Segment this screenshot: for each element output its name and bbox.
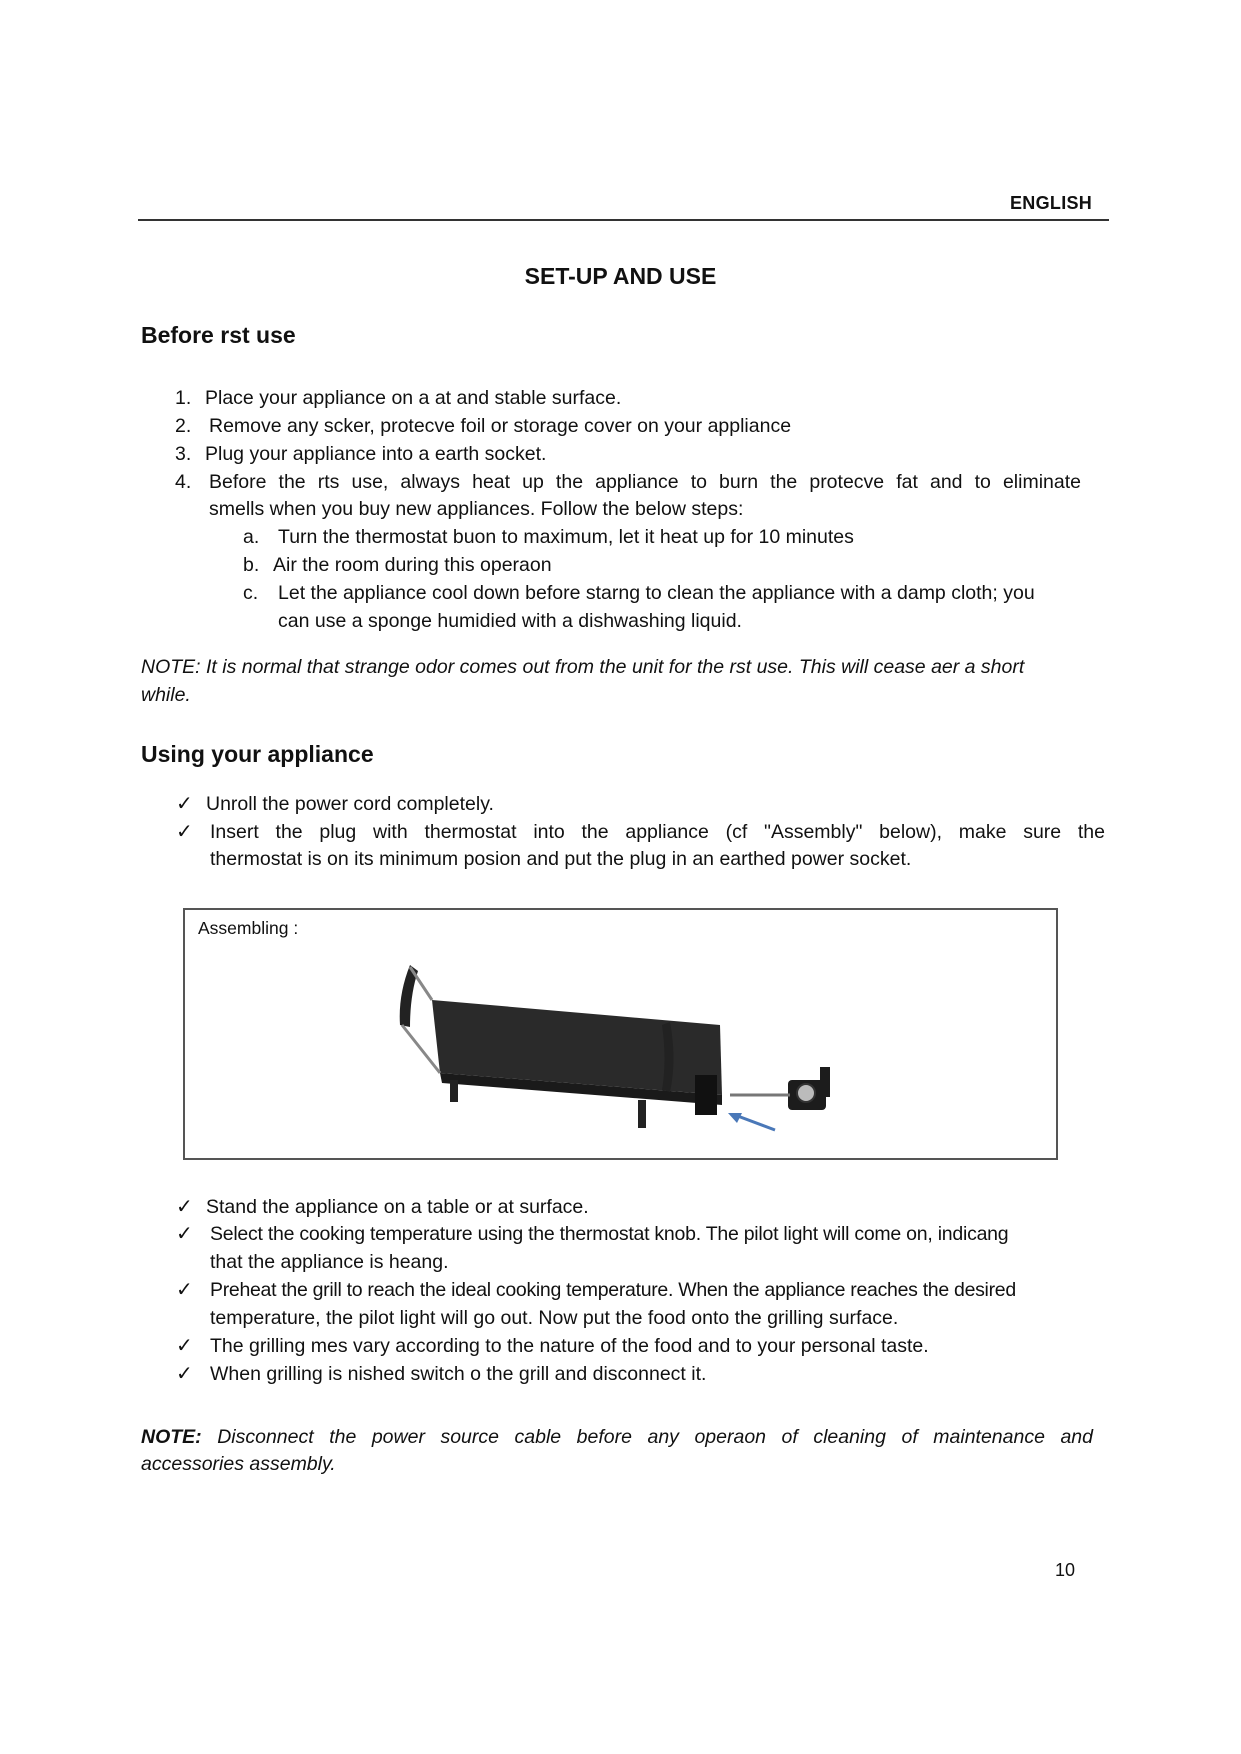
leg-icon [638, 1100, 646, 1128]
list-number: 1. [175, 387, 192, 409]
check-item-text: Insert the plug with thermostat into the appliance (cf "Assembly" below), make sure the [210, 821, 1105, 843]
check-icon: ✓ [176, 1223, 193, 1245]
header-rule [138, 219, 1109, 221]
check-icon: ✓ [176, 821, 193, 843]
list-item-4-continuation: smells when you buy new appliances. Follow the below steps: [209, 498, 744, 520]
check-item-text: Select the cooking temperature using the thermostat knob. The pilot light will come on, indicang [210, 1223, 1009, 1245]
check-item-text: Preheat the grill to reach the ideal cooking temperature. When the appliance reaches the desired [210, 1279, 1016, 1301]
list-item-4-text: Before the rts use, always heat up the appliance to burn the protecve fat and to eliminate [209, 471, 1081, 493]
note-text: Disconnect the power source cable before any operaon of cleaning of maintenance and [217, 1426, 1093, 1448]
list-text: Place your appliance on a at and stable surface. [205, 387, 622, 409]
grill-assembly-illustration [370, 955, 880, 1155]
section-heading-using: Using your appliance [141, 741, 374, 767]
sub-text: Turn the thermostat buon to maximum, let it heat up for 10 minutes [278, 526, 854, 548]
check-icon: ✓ [176, 793, 193, 815]
section-heading-before-first-use: Before rst use [141, 322, 296, 348]
list-text: Remove any scker, protecve foil or storage cover on your appliance [209, 415, 792, 437]
page-title: SET-UP AND USE [524, 263, 717, 289]
list-item-1 [175, 386, 621, 410]
thermostat-socket [695, 1075, 717, 1115]
note-maintenance [141, 1423, 1093, 1451]
page-number: 10 [1055, 1560, 1076, 1580]
language-label: ENGLISH [1010, 193, 1093, 213]
check-item-text: Unroll the power cord completely. [206, 793, 494, 815]
sub-letter: a. [243, 526, 260, 548]
thermostat-cord-stub [820, 1067, 830, 1097]
list-item-2 [175, 414, 791, 438]
check-item-continuation: temperature, the pilot light will go out. Now put the food onto the grilling surface. [210, 1307, 899, 1329]
check-icon: ✓ [176, 1335, 193, 1357]
note-first-use-continuation: while. [141, 684, 191, 706]
check-item-text: Stand the appliance on a table or at surface. [206, 1196, 589, 1218]
thermostat-knob [797, 1084, 815, 1102]
list-item-3 [175, 442, 546, 466]
sub-item-c-continuation: can use a sponge humidied with a dishwashing liquid. [278, 610, 742, 632]
sub-letter: b. [243, 554, 260, 576]
check-item-text: When grilling is nished switch o the grill and disconnect it. [210, 1363, 707, 1385]
list-number: 2. [175, 415, 192, 437]
list-item-4-number: 4. [175, 471, 192, 493]
note-label: NOTE: [141, 1426, 202, 1448]
insert-arrow [735, 1115, 775, 1130]
list-number: 3. [175, 443, 192, 465]
sub-item-c [243, 581, 1035, 605]
check-item-text: The grilling mes vary according to the nature of the food and to your personal taste. [210, 1335, 929, 1357]
sub-item-b [243, 553, 552, 577]
sub-item-a [243, 525, 854, 549]
check-item-continuation: thermostat is on its minimum posion and put the plug in an earthed power socket. [210, 848, 912, 870]
leg-icon [450, 1080, 458, 1102]
check-icon: ✓ [176, 1279, 193, 1301]
check-item-continuation: that the appliance is heang. [210, 1251, 449, 1273]
check-icon: ✓ [176, 1363, 193, 1385]
note-first-use: NOTE: It is normal that strange odor comes out from the unit for the rst use. This will cease aer a short [141, 656, 1025, 678]
sub-letter: c. [243, 582, 259, 604]
list-text: Plug your appliance into a earth socket. [205, 443, 547, 465]
check-icon: ✓ [176, 1196, 193, 1218]
note-maintenance-continuation: accessories assembly. [141, 1453, 336, 1475]
sub-text: Let the appliance cool down before starng to clean the appliance with a damp cloth; you [278, 582, 1035, 604]
figure-label: Assembling : [198, 918, 299, 938]
sub-text: Air the room during this operaon [273, 554, 552, 576]
